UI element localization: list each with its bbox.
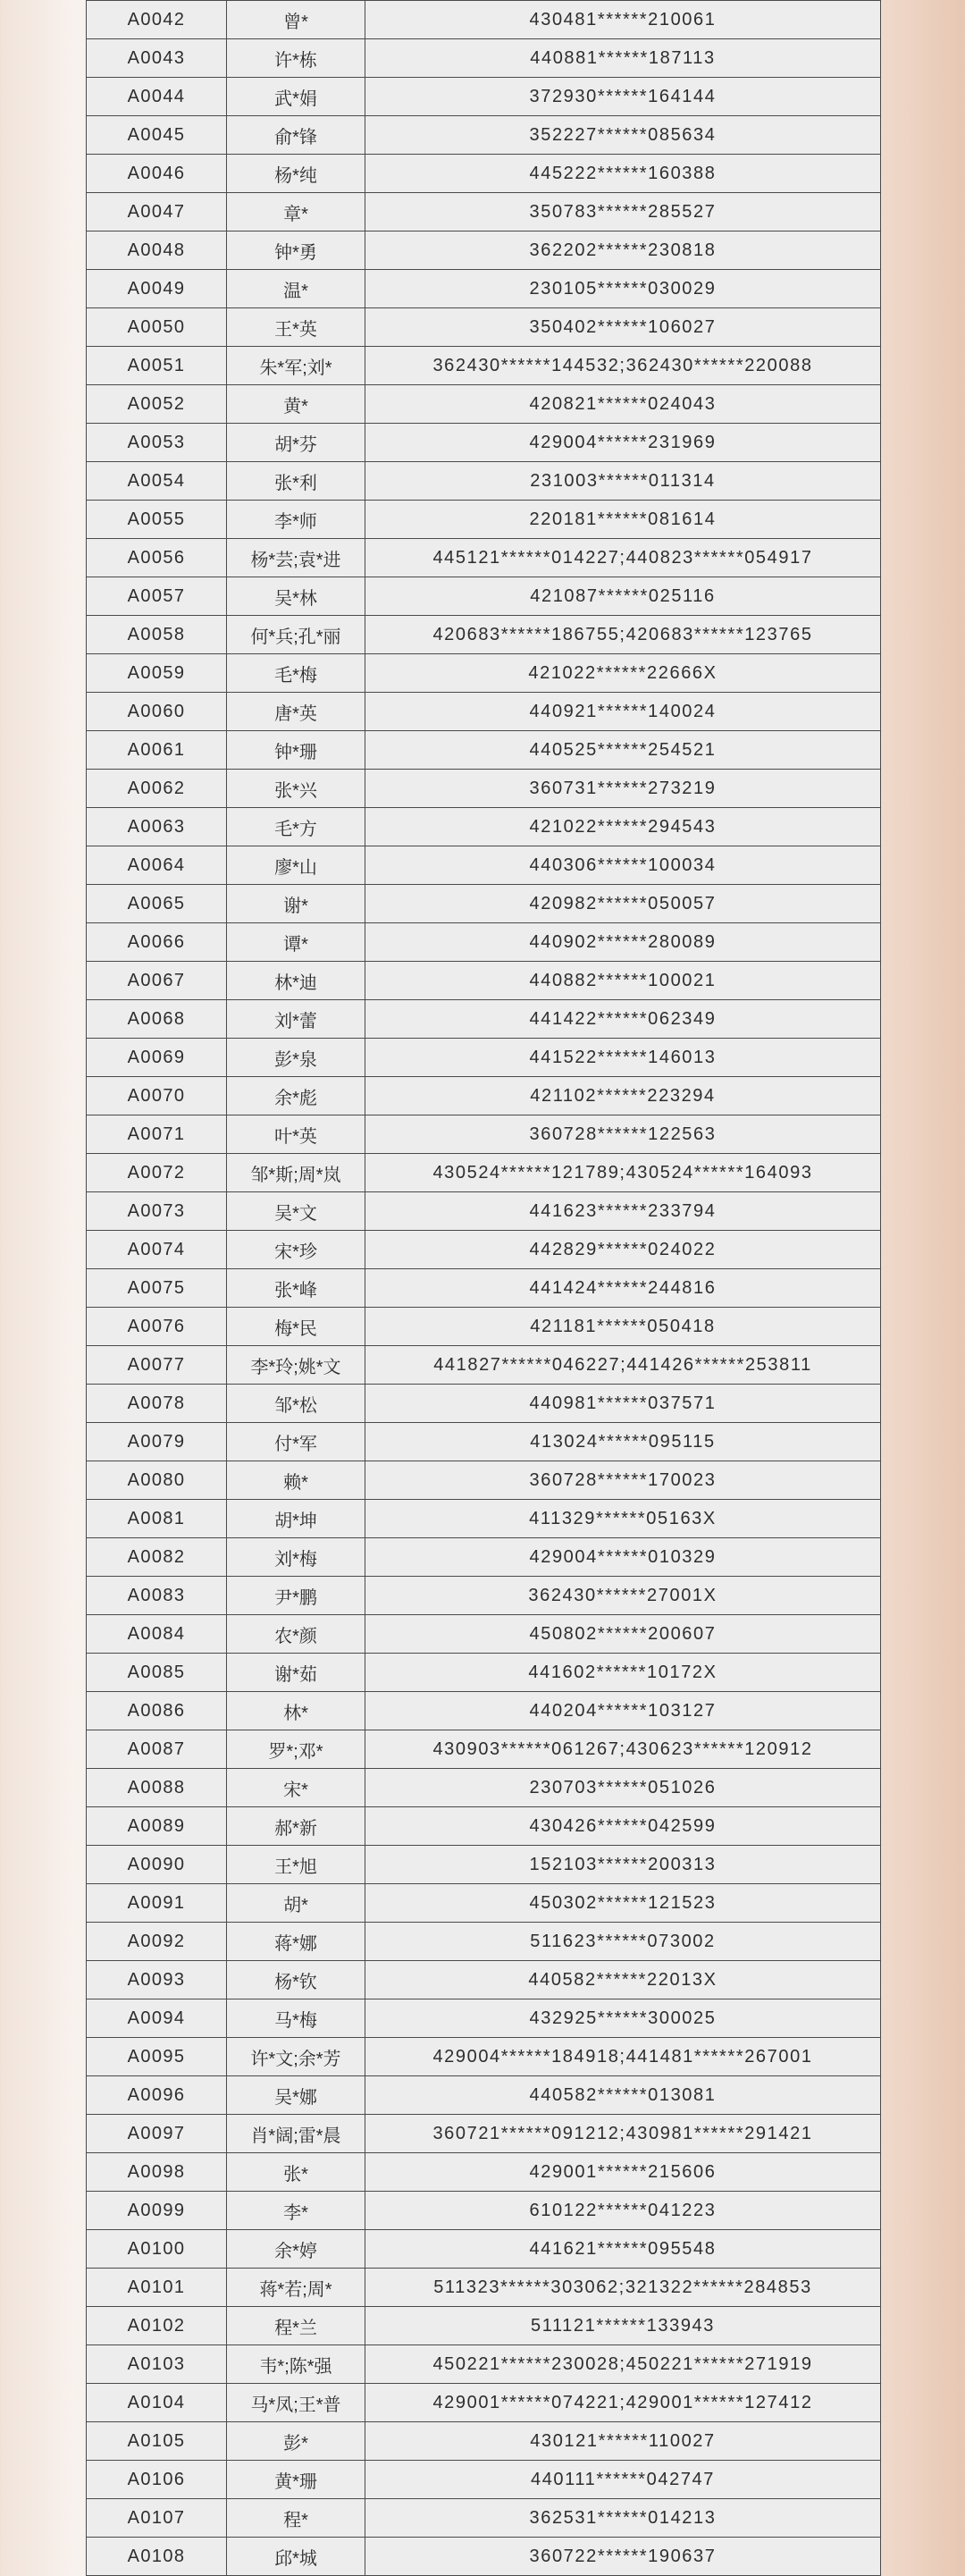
record-id-cell: A0081 bbox=[87, 1500, 227, 1538]
table-row bbox=[87, 885, 881, 923]
id-number-cell: 350783******285527 bbox=[365, 193, 881, 232]
name-cell: 毛*梅 bbox=[227, 654, 365, 693]
id-number-cell: 429004******010329 bbox=[365, 1538, 881, 1577]
table-row bbox=[87, 2153, 881, 2192]
name-cell: 宋*珍 bbox=[227, 1231, 365, 1269]
id-number-cell: 440902******280089 bbox=[365, 923, 881, 962]
record-id-cell: A0062 bbox=[87, 770, 227, 808]
table-row bbox=[87, 923, 881, 962]
name-cell: 俞*锋 bbox=[227, 116, 365, 155]
record-id-cell: A0056 bbox=[87, 539, 227, 577]
table-row bbox=[87, 2461, 881, 2499]
name-cell: 王*旭 bbox=[227, 1846, 365, 1884]
name-cell: 王*英 bbox=[227, 308, 365, 347]
id-number-cell: 450802******200607 bbox=[365, 1615, 881, 1654]
table-row bbox=[87, 2307, 881, 2345]
id-number-cell: 442829******024022 bbox=[365, 1231, 881, 1269]
table-row bbox=[87, 1999, 881, 2038]
name-cell: 李*玲;姚*文 bbox=[227, 1346, 365, 1385]
record-id-cell: A0048 bbox=[87, 232, 227, 270]
record-id-cell: A0072 bbox=[87, 1154, 227, 1192]
table-row bbox=[87, 770, 881, 808]
record-id-cell: A0065 bbox=[87, 885, 227, 923]
name-cell: 廖*山 bbox=[227, 846, 365, 885]
record-id-cell: A0047 bbox=[87, 193, 227, 232]
id-number-cell: 231003******011314 bbox=[365, 462, 881, 501]
id-number-cell: 440882******100021 bbox=[365, 962, 881, 1000]
name-cell: 谢*茹 bbox=[227, 1654, 365, 1692]
id-number-cell: 420821******024043 bbox=[365, 385, 881, 424]
record-id-cell: A0086 bbox=[87, 1692, 227, 1730]
name-cell: 武*娟 bbox=[227, 78, 365, 116]
table-row bbox=[87, 1192, 881, 1231]
id-number-cell: 352227******085634 bbox=[365, 116, 881, 155]
table-row bbox=[87, 1385, 881, 1423]
id-number-cell: 429004******184918;441481******267001 bbox=[365, 2038, 881, 2076]
id-number-cell: 511121******133943 bbox=[365, 2307, 881, 2345]
name-cell: 蒋*若;周* bbox=[227, 2269, 365, 2307]
table-row bbox=[87, 654, 881, 693]
table-row bbox=[87, 501, 881, 539]
name-cell: 马*凤;王*普 bbox=[227, 2384, 365, 2422]
name-cell: 马*梅 bbox=[227, 1999, 365, 2038]
id-number-cell: 450221******230028;450221******271919 bbox=[365, 2345, 881, 2384]
name-cell: 付*军 bbox=[227, 1423, 365, 1461]
table-row bbox=[87, 616, 881, 654]
name-cell: 曾* bbox=[227, 1, 365, 39]
table-row bbox=[87, 2076, 881, 2115]
table-row bbox=[87, 1692, 881, 1730]
id-number-cell: 440921******140024 bbox=[365, 693, 881, 731]
id-number-cell: 432925******300025 bbox=[365, 1999, 881, 2038]
name-cell: 李*师 bbox=[227, 501, 365, 539]
name-cell: 叶*英 bbox=[227, 1115, 365, 1154]
table-row bbox=[87, 2499, 881, 2538]
record-id-cell: A0070 bbox=[87, 1077, 227, 1115]
record-id-cell: A0063 bbox=[87, 808, 227, 846]
table-row bbox=[87, 808, 881, 846]
table-row bbox=[87, 962, 881, 1000]
record-id-cell: A0080 bbox=[87, 1461, 227, 1500]
name-cell: 毛*方 bbox=[227, 808, 365, 846]
record-id-cell: A0058 bbox=[87, 616, 227, 654]
table-row bbox=[87, 1538, 881, 1577]
name-cell: 吴*林 bbox=[227, 577, 365, 616]
name-cell: 许*文;余*芳 bbox=[227, 2038, 365, 2076]
name-cell: 梅*民 bbox=[227, 1308, 365, 1346]
name-cell: 张*峰 bbox=[227, 1269, 365, 1308]
name-cell: 程*兰 bbox=[227, 2307, 365, 2345]
record-id-cell: A0078 bbox=[87, 1385, 227, 1423]
record-id-cell: A0091 bbox=[87, 1884, 227, 1923]
table-row bbox=[87, 1308, 881, 1346]
name-cell: 余*彪 bbox=[227, 1077, 365, 1115]
table-row bbox=[87, 347, 881, 385]
name-cell: 邹*斯;周*岚 bbox=[227, 1154, 365, 1192]
id-number-cell: 450302******121523 bbox=[365, 1884, 881, 1923]
table-row bbox=[87, 1423, 881, 1461]
record-id-cell: A0066 bbox=[87, 923, 227, 962]
table-row bbox=[87, 1, 881, 39]
name-cell: 黄* bbox=[227, 385, 365, 424]
id-number-cell: 441827******046227;441426******253811 bbox=[365, 1346, 881, 1385]
id-number-cell: 230105******030029 bbox=[365, 270, 881, 308]
name-cell: 张*兴 bbox=[227, 770, 365, 808]
table-row bbox=[87, 2192, 881, 2230]
record-id-cell: A0071 bbox=[87, 1115, 227, 1154]
table-row bbox=[87, 1115, 881, 1154]
id-number-cell: 511323******303062;321322******284853 bbox=[365, 2269, 881, 2307]
table-row bbox=[87, 1231, 881, 1269]
id-number-cell: 441522******146013 bbox=[365, 1039, 881, 1077]
record-id-cell: A0046 bbox=[87, 155, 227, 193]
id-number-cell: 360728******122563 bbox=[365, 1115, 881, 1154]
name-cell: 钟*勇 bbox=[227, 232, 365, 270]
name-cell: 吴*文 bbox=[227, 1192, 365, 1231]
table-row bbox=[87, 232, 881, 270]
name-cell: 胡*芬 bbox=[227, 424, 365, 462]
name-cell: 杨*纯 bbox=[227, 155, 365, 193]
record-id-cell: A0045 bbox=[87, 116, 227, 155]
record-table bbox=[86, 0, 881, 2576]
name-cell: 许*栋 bbox=[227, 39, 365, 78]
name-cell: 谭* bbox=[227, 923, 365, 962]
id-number-cell: 362531******014213 bbox=[365, 2499, 881, 2538]
record-id-cell: A0054 bbox=[87, 462, 227, 501]
id-number-cell: 441621******095548 bbox=[365, 2230, 881, 2269]
record-id-cell: A0052 bbox=[87, 385, 227, 424]
id-number-cell: 420982******050057 bbox=[365, 885, 881, 923]
name-cell: 李* bbox=[227, 2192, 365, 2230]
table-row bbox=[87, 2422, 881, 2461]
name-cell: 唐*英 bbox=[227, 693, 365, 731]
record-id-cell: A0106 bbox=[87, 2461, 227, 2499]
name-cell: 章* bbox=[227, 193, 365, 232]
table-row bbox=[87, 1346, 881, 1385]
record-id-cell: A0082 bbox=[87, 1538, 227, 1577]
record-id-cell: A0098 bbox=[87, 2153, 227, 2192]
table-row bbox=[87, 2384, 881, 2422]
id-number-cell: 440525******254521 bbox=[365, 731, 881, 770]
record-id-cell: A0075 bbox=[87, 1269, 227, 1308]
id-number-cell: 360721******091212;430981******291421 bbox=[365, 2115, 881, 2153]
name-cell: 钟*珊 bbox=[227, 731, 365, 770]
record-id-cell: A0057 bbox=[87, 577, 227, 616]
record-id-cell: A0053 bbox=[87, 424, 227, 462]
id-number-cell: 421102******223294 bbox=[365, 1077, 881, 1115]
table-row bbox=[87, 1269, 881, 1308]
id-number-cell: 360731******273219 bbox=[365, 770, 881, 808]
record-id-cell: A0095 bbox=[87, 2038, 227, 2076]
record-id-cell: A0060 bbox=[87, 693, 227, 731]
record-table-body bbox=[87, 1, 881, 2576]
table-row bbox=[87, 693, 881, 731]
record-id-cell: A0094 bbox=[87, 1999, 227, 2038]
table-row bbox=[87, 1923, 881, 1961]
id-number-cell: 440204******103127 bbox=[365, 1692, 881, 1730]
name-cell: 刘*梅 bbox=[227, 1538, 365, 1577]
id-number-cell: 440306******100034 bbox=[365, 846, 881, 885]
name-cell: 杨*芸;袁*进 bbox=[227, 539, 365, 577]
record-id-cell: A0059 bbox=[87, 654, 227, 693]
record-id-cell: A0068 bbox=[87, 1000, 227, 1039]
id-number-cell: 411329******05163X bbox=[365, 1500, 881, 1538]
record-id-cell: A0088 bbox=[87, 1769, 227, 1807]
table-row bbox=[87, 193, 881, 232]
table-row bbox=[87, 2345, 881, 2384]
id-number-cell: 350402******106027 bbox=[365, 308, 881, 347]
id-number-cell: 421022******22666X bbox=[365, 654, 881, 693]
record-id-cell: A0107 bbox=[87, 2499, 227, 2538]
id-number-cell: 429001******215606 bbox=[365, 2153, 881, 2192]
table-row bbox=[87, 2230, 881, 2269]
id-number-cell: 440111******042747 bbox=[365, 2461, 881, 2499]
id-number-cell: 445222******160388 bbox=[365, 155, 881, 193]
id-number-cell: 441424******244816 bbox=[365, 1269, 881, 1308]
record-id-cell: A0105 bbox=[87, 2422, 227, 2461]
id-number-cell: 430121******110027 bbox=[365, 2422, 881, 2461]
table-row bbox=[87, 1154, 881, 1192]
record-id-cell: A0097 bbox=[87, 2115, 227, 2153]
id-number-cell: 220181******081614 bbox=[365, 501, 881, 539]
table-row bbox=[87, 116, 881, 155]
table-row bbox=[87, 539, 881, 577]
id-number-cell: 413024******095115 bbox=[365, 1423, 881, 1461]
id-number-cell: 441602******10172X bbox=[365, 1654, 881, 1692]
name-cell: 肖*阔;雷*晨 bbox=[227, 2115, 365, 2153]
table-row bbox=[87, 1884, 881, 1923]
record-id-cell: A0061 bbox=[87, 731, 227, 770]
record-id-cell: A0067 bbox=[87, 962, 227, 1000]
id-number-cell: 362430******144532;362430******220088 bbox=[365, 347, 881, 385]
record-id-cell: A0079 bbox=[87, 1423, 227, 1461]
table-row bbox=[87, 2038, 881, 2076]
name-cell: 韦*;陈*强 bbox=[227, 2345, 365, 2384]
name-cell: 吴*娜 bbox=[227, 2076, 365, 2115]
table-row bbox=[87, 1769, 881, 1807]
record-id-cell: A0108 bbox=[87, 2538, 227, 2576]
record-id-cell: A0043 bbox=[87, 39, 227, 78]
table-row bbox=[87, 1730, 881, 1769]
table-row bbox=[87, 2115, 881, 2153]
id-number-cell: 230703******051026 bbox=[365, 1769, 881, 1807]
table-row bbox=[87, 731, 881, 770]
id-number-cell: 360728******170023 bbox=[365, 1461, 881, 1500]
id-number-cell: 610122******041223 bbox=[365, 2192, 881, 2230]
id-number-cell: 360722******190637 bbox=[365, 2538, 881, 2576]
record-id-cell: A0101 bbox=[87, 2269, 227, 2307]
id-number-cell: 420683******186755;420683******123765 bbox=[365, 616, 881, 654]
record-id-cell: A0089 bbox=[87, 1807, 227, 1846]
record-id-cell: A0074 bbox=[87, 1231, 227, 1269]
record-id-cell: A0064 bbox=[87, 846, 227, 885]
id-number-cell: 429001******074221;429001******127412 bbox=[365, 2384, 881, 2422]
name-cell: 蒋*娜 bbox=[227, 1923, 365, 1961]
table-row bbox=[87, 577, 881, 616]
name-cell: 胡*坤 bbox=[227, 1500, 365, 1538]
name-cell: 黄*珊 bbox=[227, 2461, 365, 2499]
id-number-cell: 362430******27001X bbox=[365, 1577, 881, 1615]
name-cell: 邹*松 bbox=[227, 1385, 365, 1423]
record-id-cell: A0050 bbox=[87, 308, 227, 347]
table-row bbox=[87, 155, 881, 193]
record-id-cell: A0042 bbox=[87, 1, 227, 39]
table-row bbox=[87, 1077, 881, 1115]
id-number-cell: 440981******037571 bbox=[365, 1385, 881, 1423]
record-id-cell: A0090 bbox=[87, 1846, 227, 1884]
name-cell: 尹*鹏 bbox=[227, 1577, 365, 1615]
id-number-cell: 430903******061267;430623******120912 bbox=[365, 1730, 881, 1769]
id-number-cell: 441422******062349 bbox=[365, 1000, 881, 1039]
record-id-cell: A0092 bbox=[87, 1923, 227, 1961]
name-cell: 郝*新 bbox=[227, 1807, 365, 1846]
table-row bbox=[87, 462, 881, 501]
table-row bbox=[87, 1654, 881, 1692]
table-row bbox=[87, 1461, 881, 1500]
table-row bbox=[87, 385, 881, 424]
record-id-cell: A0049 bbox=[87, 270, 227, 308]
id-number-cell: 362202******230818 bbox=[365, 232, 881, 270]
table-row bbox=[87, 2269, 881, 2307]
table-row bbox=[87, 1961, 881, 1999]
name-cell: 何*兵;孔*丽 bbox=[227, 616, 365, 654]
table-row bbox=[87, 270, 881, 308]
id-number-cell: 430524******121789;430524******164093 bbox=[365, 1154, 881, 1192]
name-cell: 张*利 bbox=[227, 462, 365, 501]
id-number-cell: 430481******210061 bbox=[365, 1, 881, 39]
id-number-cell: 372930******164144 bbox=[365, 78, 881, 116]
record-id-cell: A0093 bbox=[87, 1961, 227, 1999]
table-row bbox=[87, 1500, 881, 1538]
name-cell: 农*颜 bbox=[227, 1615, 365, 1654]
record-id-cell: A0055 bbox=[87, 501, 227, 539]
id-number-cell: 440582******013081 bbox=[365, 2076, 881, 2115]
table-row bbox=[87, 308, 881, 347]
record-id-cell: A0069 bbox=[87, 1039, 227, 1077]
id-number-cell: 152103******200313 bbox=[365, 1846, 881, 1884]
table-row bbox=[87, 1807, 881, 1846]
record-id-cell: A0103 bbox=[87, 2345, 227, 2384]
record-id-cell: A0044 bbox=[87, 78, 227, 116]
id-number-cell: 421181******050418 bbox=[365, 1308, 881, 1346]
name-cell: 朱*军;刘* bbox=[227, 347, 365, 385]
record-id-cell: A0051 bbox=[87, 347, 227, 385]
table-row bbox=[87, 1577, 881, 1615]
name-cell: 邱*城 bbox=[227, 2538, 365, 2576]
id-number-cell: 441623******233794 bbox=[365, 1192, 881, 1231]
name-cell: 林* bbox=[227, 1692, 365, 1730]
id-number-cell: 511623******073002 bbox=[365, 1923, 881, 1961]
record-id-cell: A0077 bbox=[87, 1346, 227, 1385]
name-cell: 赖* bbox=[227, 1461, 365, 1500]
record-id-cell: A0102 bbox=[87, 2307, 227, 2345]
record-id-cell: A0084 bbox=[87, 1615, 227, 1654]
id-number-cell: 445121******014227;440823******054917 bbox=[365, 539, 881, 577]
table-row bbox=[87, 424, 881, 462]
record-id-cell: A0104 bbox=[87, 2384, 227, 2422]
table-row bbox=[87, 1846, 881, 1884]
name-cell: 谢* bbox=[227, 885, 365, 923]
name-cell: 程* bbox=[227, 2499, 365, 2538]
table-row bbox=[87, 1039, 881, 1077]
id-number-cell: 421022******294543 bbox=[365, 808, 881, 846]
table-row bbox=[87, 78, 881, 116]
table-row bbox=[87, 2538, 881, 2576]
record-id-cell: A0099 bbox=[87, 2192, 227, 2230]
record-id-cell: A0083 bbox=[87, 1577, 227, 1615]
name-cell: 温* bbox=[227, 270, 365, 308]
name-cell: 林*迪 bbox=[227, 962, 365, 1000]
name-cell: 杨*钦 bbox=[227, 1961, 365, 1999]
record-id-cell: A0076 bbox=[87, 1308, 227, 1346]
name-cell: 彭* bbox=[227, 2422, 365, 2461]
name-cell: 胡* bbox=[227, 1884, 365, 1923]
table-row bbox=[87, 39, 881, 78]
id-number-cell: 440582******22013X bbox=[365, 1961, 881, 1999]
id-number-cell: 429004******231969 bbox=[365, 424, 881, 462]
record-table-container bbox=[86, 0, 880, 2573]
name-cell: 罗*;邓* bbox=[227, 1730, 365, 1769]
id-number-cell: 430426******042599 bbox=[365, 1807, 881, 1846]
name-cell: 张* bbox=[227, 2153, 365, 2192]
record-id-cell: A0073 bbox=[87, 1192, 227, 1231]
id-number-cell: 440881******187113 bbox=[365, 39, 881, 78]
record-id-cell: A0100 bbox=[87, 2230, 227, 2269]
name-cell: 彭*泉 bbox=[227, 1039, 365, 1077]
name-cell: 余*婷 bbox=[227, 2230, 365, 2269]
record-id-cell: A0087 bbox=[87, 1730, 227, 1769]
name-cell: 宋* bbox=[227, 1769, 365, 1807]
name-cell: 刘*蕾 bbox=[227, 1000, 365, 1039]
table-row bbox=[87, 1615, 881, 1654]
id-number-cell: 421087******025116 bbox=[365, 577, 881, 616]
record-id-cell: A0096 bbox=[87, 2076, 227, 2115]
table-row bbox=[87, 1000, 881, 1039]
record-id-cell: A0085 bbox=[87, 1654, 227, 1692]
table-row bbox=[87, 846, 881, 885]
